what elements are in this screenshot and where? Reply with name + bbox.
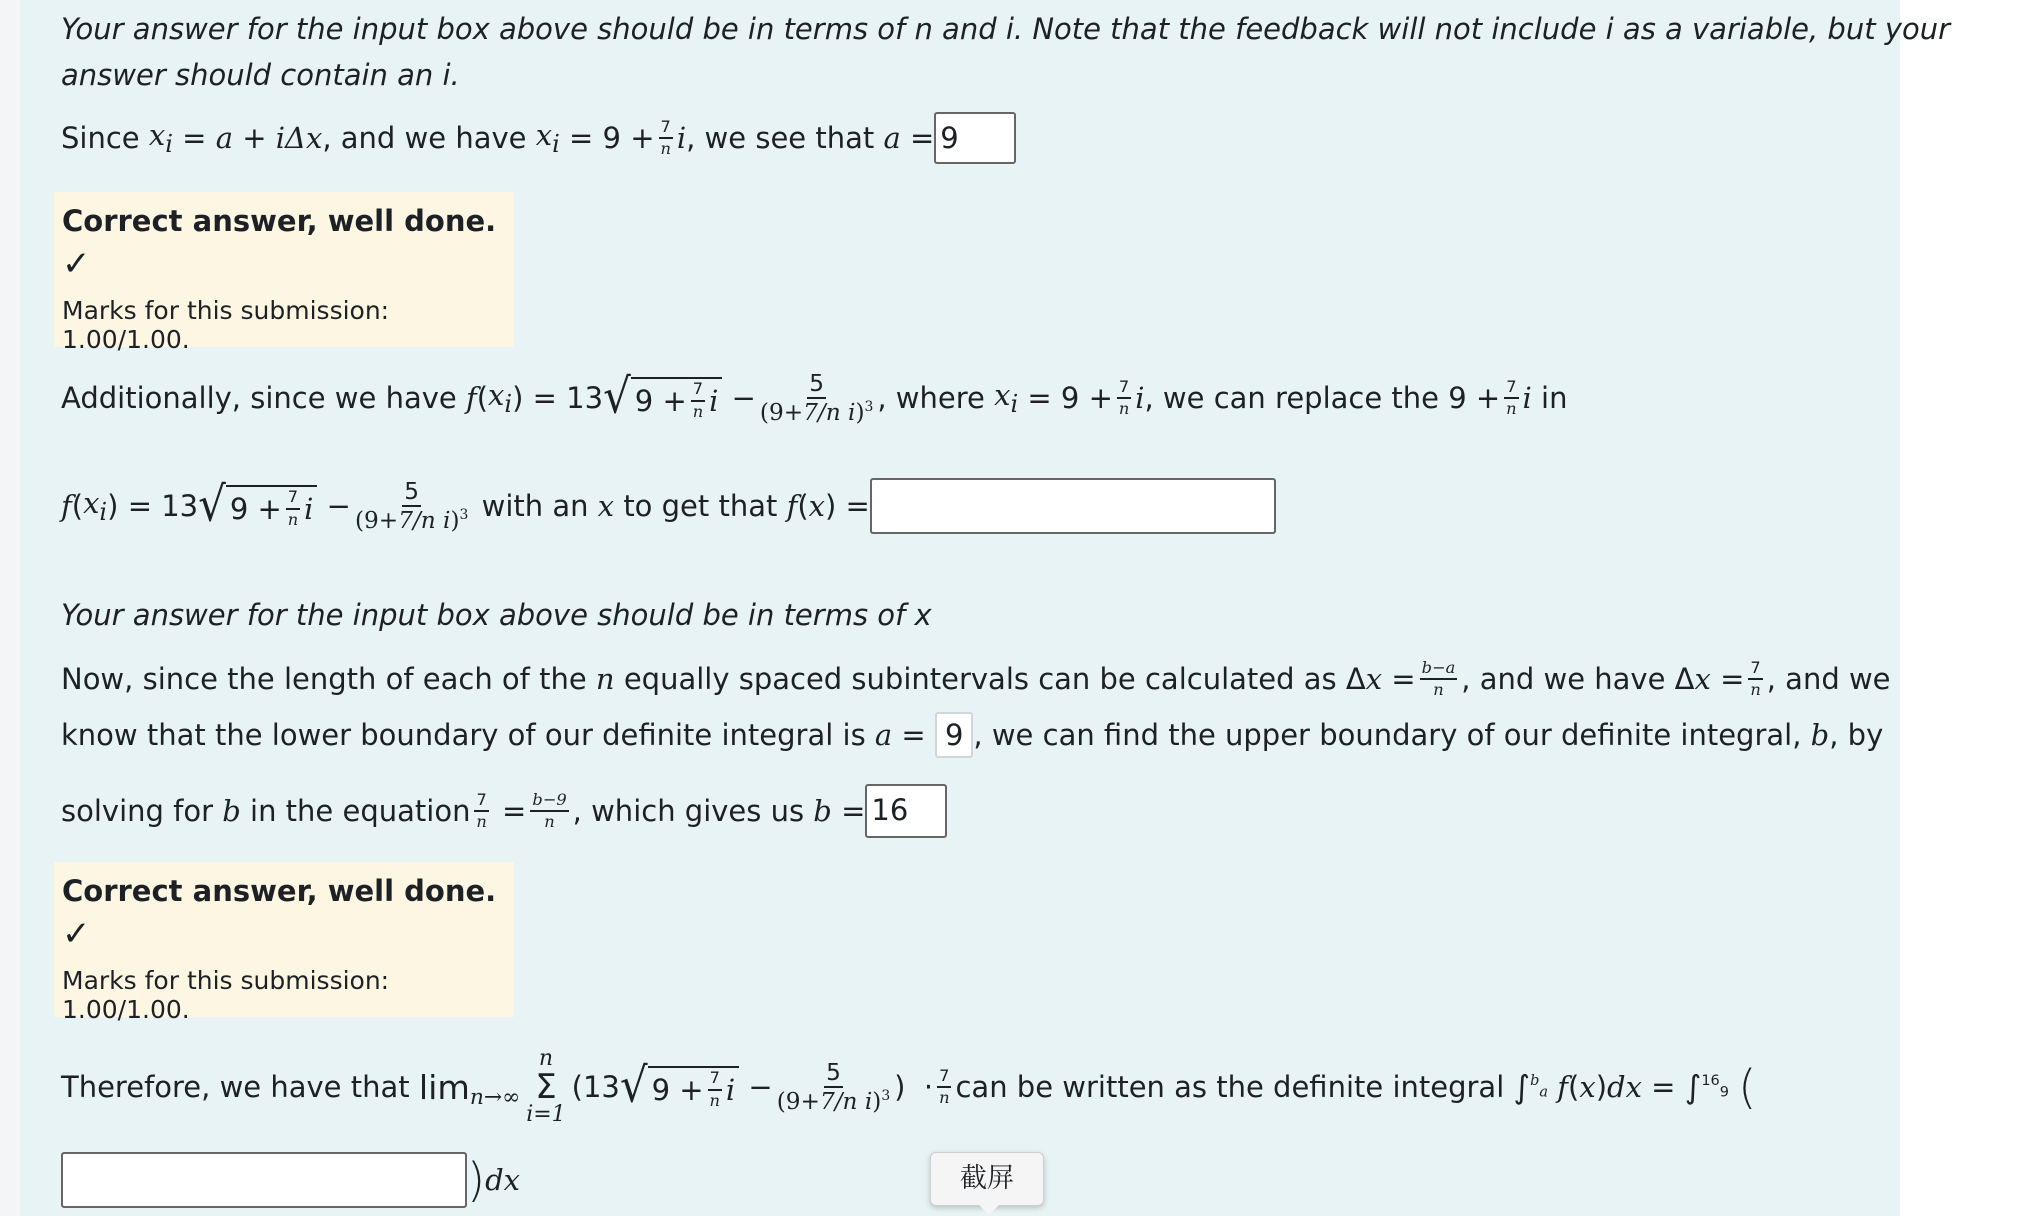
since-prefix: Since [61, 121, 140, 155]
feedback-box-1 [54, 192, 514, 354]
note2-text: Your answer for the input box above should be in terms of x [61, 598, 932, 632]
in-text: in [1541, 381, 1568, 416]
where-text: , where [877, 381, 985, 416]
instruction-note [61, 12, 1950, 46]
integrand-answer-input[interactable] [61, 1152, 467, 1208]
a-answer-input[interactable]: 9 [934, 112, 1016, 164]
written-text: can be written as the definite integral [955, 1070, 1505, 1104]
now-text-b: equally spaced subintervals can be calculated as [623, 662, 1337, 697]
integrand-line: ) dx [61, 1152, 520, 1208]
now-text-f: , we can find the upper boundary of our definite integral, [973, 718, 1802, 752]
with-text: with an [481, 489, 589, 523]
feedback-box-2 [54, 862, 514, 1024]
now-text-g: , by [1829, 718, 1884, 752]
lim-text: lim [418, 1067, 470, 1107]
now-line-3: solving for b in the equation $\frac{7}{n}$ = $\frac{b-9}{n}$ , which gives us b = 16 [61, 784, 947, 838]
now-line-1: Now, since the length of each of the n equally spaced subintervals can be calculated as Δ x = $\frac{b-a}{n}$ , and we have Δ x = $\frac{7}{n}$ , and we [61, 658, 1891, 700]
integral-lower: 9 [1719, 1084, 1729, 1101]
marks-text-2: Marks for this submission: 1.00/1.00. [62, 966, 390, 1024]
since-suffix: , we see that [686, 121, 875, 155]
fx-answer-input[interactable] [870, 478, 1276, 534]
now-text-c: , and we have [1461, 662, 1666, 697]
now-text-j: , which gives us [572, 794, 805, 828]
page-margin [1900, 0, 2036, 1216]
integral-upper: 16 [1701, 1073, 1720, 1090]
note-line-2: answer should contain an i. [61, 58, 460, 92]
instruction-note-cont [61, 58, 460, 92]
now-text-h: solving for [61, 794, 214, 828]
now-text-d: , and we [1766, 662, 1891, 697]
check-icon: ✓ [62, 244, 91, 284]
now-text-a: Now, since the length of each of the [61, 662, 587, 697]
now-text-e: know that the lower boundary of our definite integral is [61, 718, 866, 752]
to-get-text: to get that [623, 489, 778, 523]
since-mid: , and we have [322, 121, 527, 155]
b-answer-input[interactable]: 16 [865, 784, 947, 838]
instruction-note-2 [61, 598, 932, 632]
check-icon: ✓ [62, 914, 91, 954]
feedback-title-2: Correct answer, well done. [62, 874, 497, 908]
now-text-i: in the equation [250, 794, 471, 828]
lower-bound-display: 9 [935, 712, 973, 758]
fx-line: f ( $x_i$ ) = 13 √ 9 + $\frac{7}{n}$ i − $\frac{5}{(9+7/n i)^3}$ with an x to get that f ( x ) = [61, 478, 1276, 534]
note-line-1: Your answer for the input box above should be in terms of n and i. Note that the feedback will not include i as a variable, but your [61, 12, 1951, 46]
since-line: Since $x_i$ = a + iΔx , and we have $x_i$ = 9 + $\frac{7}{n}$ i , we see that a = 9 [61, 112, 1016, 164]
therefore-line: Therefore, we have that lim n→∞ n Σ i=1 (13 √ 9 + $\frac{7}{n}$ i − $\frac{5}{(9+7/n i)^3}$ ) · $\frac{7}{n}$ can be written as the definite integral ∫ $^b_a$ f ( x ) dx = ∫ $^{16}_9$ ( [61, 1046, 1757, 1127]
additionally-prefix: Additionally, since we have [61, 381, 457, 416]
additionally-line: Additionally, since we have f ( $x_i$ ) = 13 √ 9 + $\frac{7}{n}$ i − $\frac{5}{(9+7/n i)^3}$ , where $x_i$ = 9 + $\frac{7}{n}$ i , we can replace the 9 + $\frac{7}{n}$ i in [61, 369, 1568, 427]
screenshot-tooltip[interactable]: 截屏 [930, 1152, 1044, 1206]
now-line-2: know that the lower boundary of our definite integral is a = 9 , we can find the upper boundary of our definite integral, b , by [61, 712, 1883, 758]
replace-text: , we can replace the [1144, 381, 1439, 416]
marks-text: Marks for this submission: 1.00/1.00. [62, 296, 390, 354]
feedback-title: Correct answer, well done. [62, 204, 497, 238]
therefore-prefix: Therefore, we have that [61, 1070, 410, 1104]
